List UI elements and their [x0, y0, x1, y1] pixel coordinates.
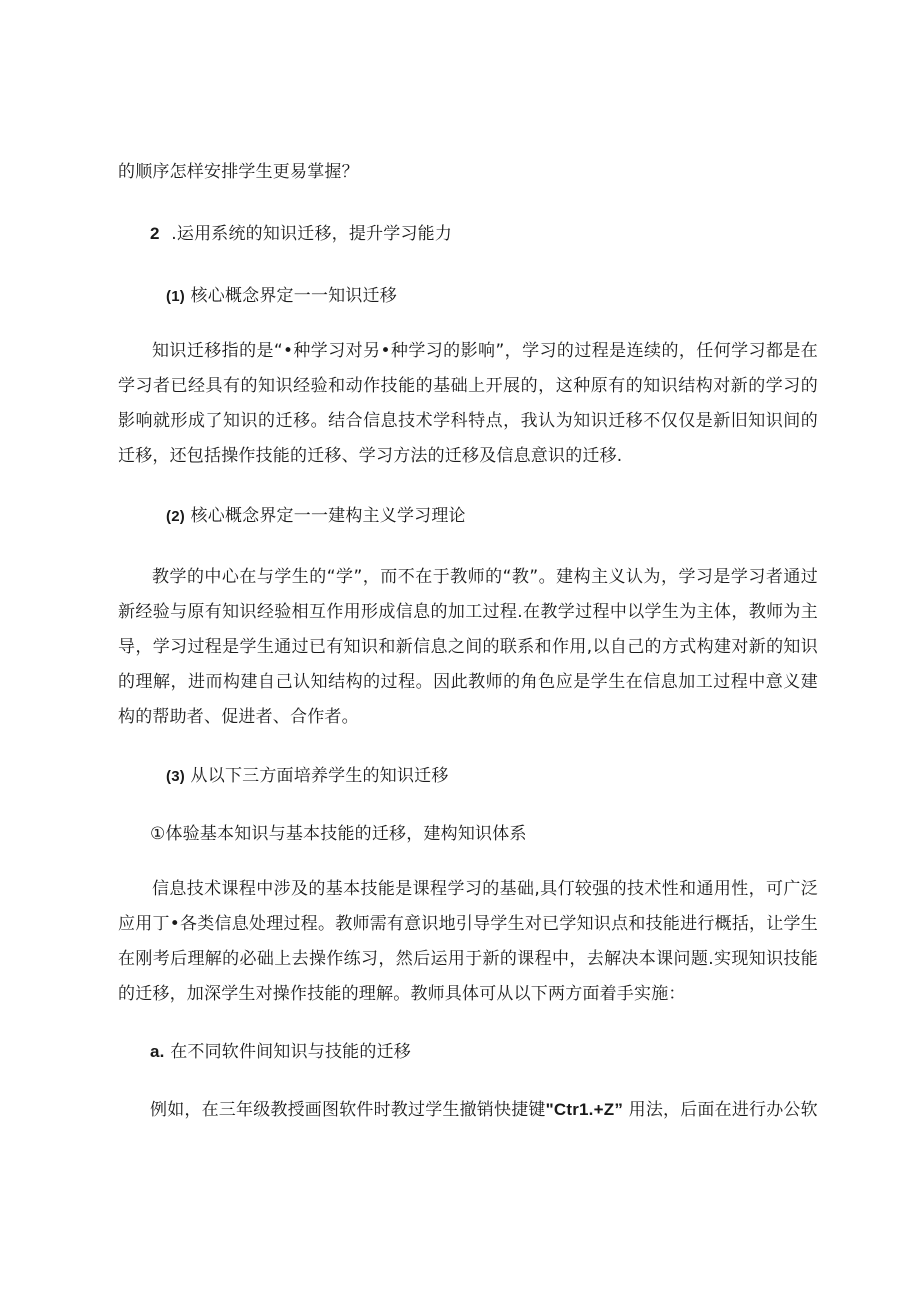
item-letter: a.	[150, 1042, 165, 1061]
list-item-1: ①体验基本知识与基本技能的迁移，建构知识体系	[150, 824, 527, 844]
paragraph-basic-skills: 信息技术课程中涉及的基本技能是课程学习的基础,具仃较强的技术性和通用性，可广泛应用丁•各类信息处理过程。教师需有意识地引导学生对已学知识点和技能进行概括，让学生在刚考后理解的必础上去操作练习，然后运用于新的课程中，去解决本课问题.实现知识技能的迁移，加深学生对操作技能的理解。教师具体可从以下两方面着手实施：	[118, 879, 818, 1004]
subheading-number: (3)	[166, 768, 185, 785]
paragraph-fragment: 的顺序怎样安排学生更易掌握？	[118, 162, 359, 182]
list-item-a	[150, 1040, 850, 1064]
subheading-2	[166, 504, 866, 529]
paragraph-knowledge-transfer: 知识迁移指的是“•种学习对另•种学习的影响”，学习的过程是连续的，任何学习都是在学习者已经具有的知识经验和动作技能的基础上开展的，这种原有的知识结构对新的学习的影响就形成了知识的迁移。结合信息技术学科特点，我认为知识迁移不仅仅是新旧知识间的迁移，还包括操作技能的迁移、学习方法的迁移及信息意识的迁移.	[118, 341, 818, 466]
subheading-title: 核心概念界定一一建构主义学习理论	[190, 506, 466, 526]
section-heading-2	[150, 222, 850, 246]
subheading-3	[166, 764, 866, 789]
shortcut-text: "Ctr1.+Z”	[545, 1100, 624, 1119]
example-text-after: 用法，后面在进行办公软	[628, 1100, 818, 1120]
paragraph-constructivism: 教学的中心在与学生的“学”，而不在于教师的“教”。建构主义认为，学习是学习者通过新经验与原有知识经验相互作用形成信息的加工过程.在教学过程中以学生为主体，教师为主导，学习过程是学生通过已有知识和新信息之间的联系和作用,以自己的方式构建对新的知识的理解，进而构建自己认知结构的过程。因此教师的角色应是学生在信息加工过程中意义建构的帮助者、促进者、合作者。	[118, 567, 818, 727]
paragraph-example	[150, 1098, 850, 1122]
subheading-number: (1)	[166, 288, 185, 305]
subheading-title: 核心概念界定一一知识迁移	[190, 286, 397, 306]
section-title: .运用系统的知识迁移，提升学习能力	[171, 224, 453, 244]
subheading-title: 从以下三方面培养学生的知识迁移	[190, 766, 449, 786]
subheading-1	[166, 284, 866, 309]
item-title: 在不同软件间知识与技能的迁移	[170, 1042, 411, 1062]
section-number: 2	[150, 224, 160, 243]
subheading-number: (2)	[166, 508, 185, 525]
example-text-before: 例如，在三年级教授画图软件时教过学生撤销快捷键	[150, 1100, 546, 1120]
